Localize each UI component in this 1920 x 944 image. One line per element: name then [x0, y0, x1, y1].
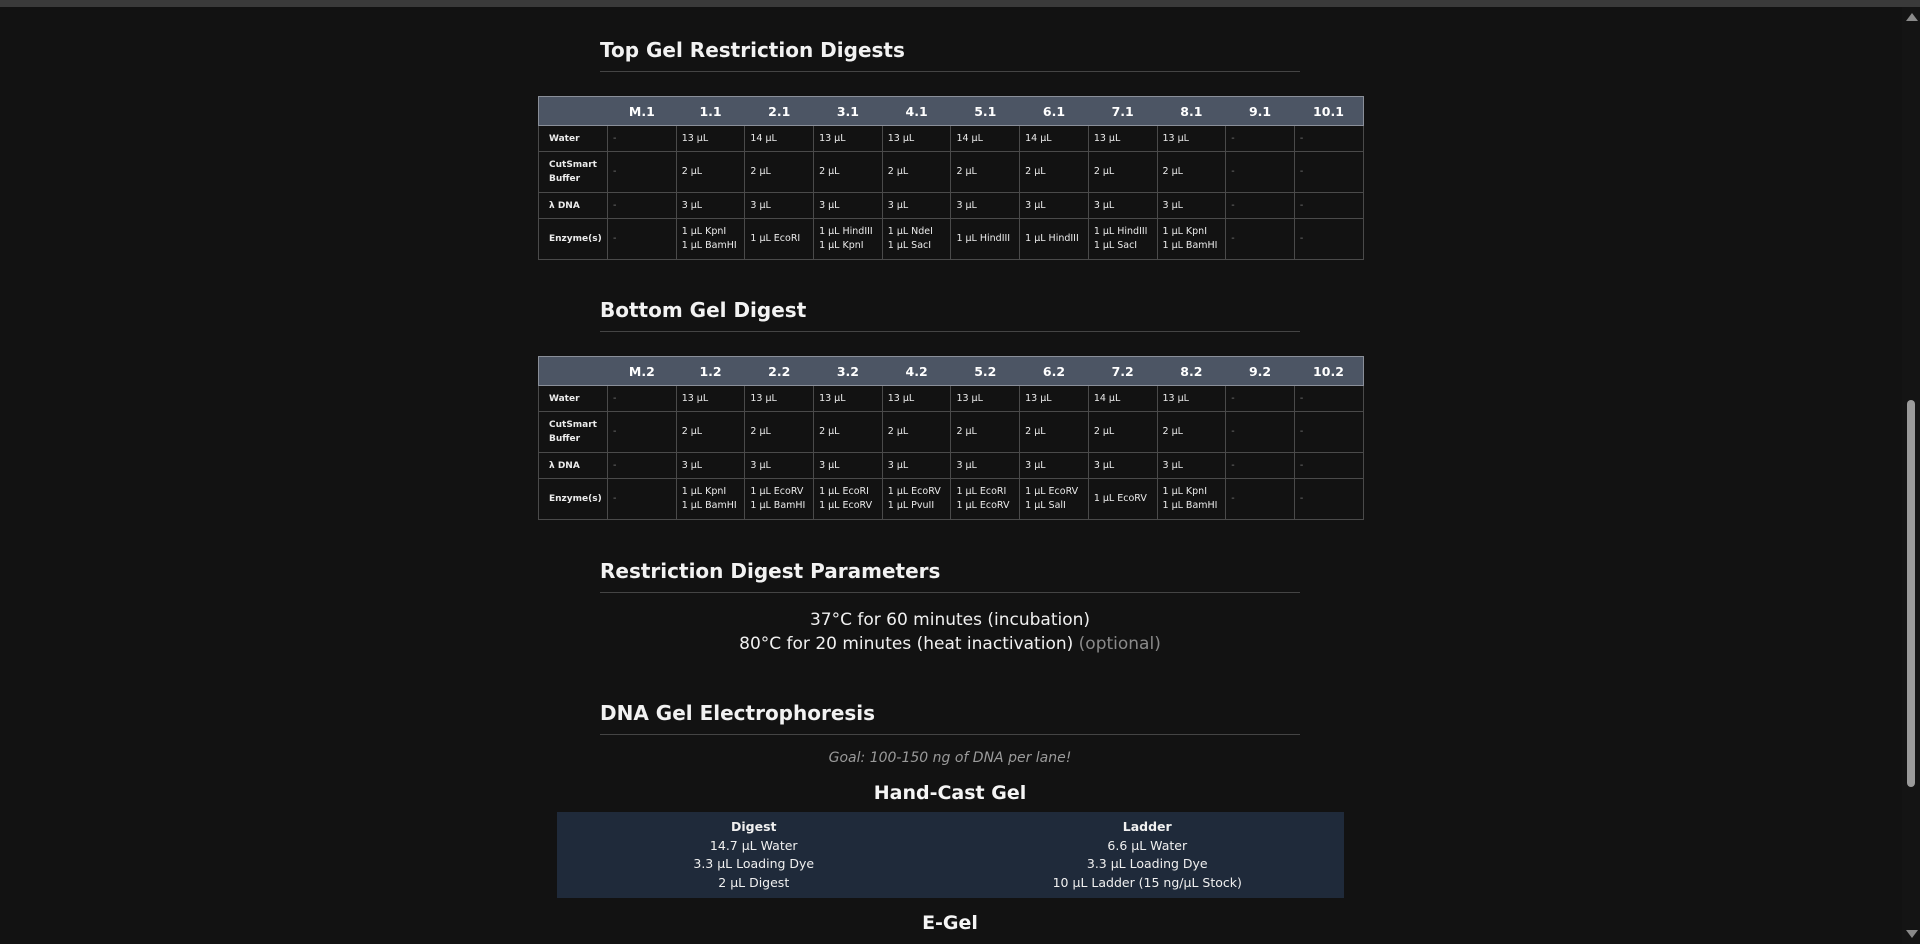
cell-line: 1 µL NdeI	[887, 226, 933, 237]
table-cell: 2 µL	[1157, 412, 1226, 453]
table-cell	[1294, 479, 1363, 520]
table-cell	[745, 479, 814, 520]
table-row	[539, 386, 1364, 412]
parameters-text	[600, 608, 1300, 656]
table-cell: 13 µL	[814, 126, 883, 152]
table-header-row	[539, 97, 1364, 126]
column-header: 3.2	[814, 357, 883, 386]
table-cell: 3 µL	[814, 193, 883, 219]
table-cell: -	[1226, 126, 1295, 152]
cell-line: -	[1299, 493, 1304, 504]
table-cell: 13 µL	[1088, 126, 1157, 152]
table-cell: 13 µL	[745, 386, 814, 412]
table-cell: 2 µL	[882, 152, 951, 193]
column-header: M.2	[608, 357, 677, 386]
table-row	[539, 152, 1364, 193]
table-cell: 3 µL	[676, 193, 745, 219]
cell-line: 1 µL KpnI	[1162, 486, 1208, 497]
table-cell: 3 µL	[745, 193, 814, 219]
cell-line: 1 µL SacI	[1093, 240, 1138, 251]
inactivation-text: 80°C for 20 minutes (heat inactivation)	[739, 634, 1074, 654]
table-cell: -	[608, 412, 677, 453]
row-label: Water	[539, 386, 608, 412]
digest-line: 14.7 µL Water	[709, 837, 798, 853]
table-row	[539, 412, 1364, 453]
table-cell: -	[1294, 126, 1363, 152]
table-row	[539, 126, 1364, 152]
table-cell: 2 µL	[745, 152, 814, 193]
table-cell	[608, 479, 677, 520]
cell-line: 1 µL BamHI	[681, 500, 737, 511]
table-cell	[814, 219, 883, 260]
column-header: 10.1	[1294, 97, 1363, 126]
table-cell	[608, 219, 677, 260]
column-header: 9.1	[1226, 97, 1295, 126]
cell-line: -	[613, 233, 617, 244]
table-cell: -	[1226, 453, 1295, 479]
table-cell: 3 µL	[882, 193, 951, 219]
column-header: 5.2	[951, 357, 1020, 386]
table-cell: -	[1226, 386, 1295, 412]
digest-line: 3.3 µL Loading Dye	[693, 856, 815, 871]
row-label: CutSmart Buffer	[539, 412, 608, 453]
table-cell: 3 µL	[1020, 193, 1089, 219]
optional-note: (optional)	[1078, 634, 1161, 654]
top-gel-heading: Top Gel Restriction Digests	[600, 38, 1300, 72]
cell-line: 1 µL EcoRV	[956, 500, 1010, 511]
cell-line: 1 µL BamHI	[681, 240, 737, 251]
inactivation-line	[600, 632, 1300, 656]
column-header: 4.2	[882, 357, 951, 386]
table-cell: 3 µL	[1088, 193, 1157, 219]
table-cell: -	[1294, 152, 1363, 193]
table-cell	[676, 479, 745, 520]
table-row	[539, 453, 1364, 479]
parameters-heading: Restriction Digest Parameters	[600, 559, 1300, 593]
table-cell	[1294, 219, 1363, 260]
cell-line: -	[1299, 233, 1304, 244]
table-cell: 2 µL	[676, 412, 745, 453]
table-cell: 2 µL	[1157, 152, 1226, 193]
table-cell: 2 µL	[1088, 412, 1157, 453]
cell-line: 1 µL BamHI	[1162, 240, 1218, 251]
table-cell: 2 µL	[814, 152, 883, 193]
table-cell: -	[608, 453, 677, 479]
table-cell	[1157, 219, 1226, 260]
cell-line: 1 µL EcoRI	[956, 486, 1007, 497]
table-cell	[1020, 219, 1089, 260]
table-cell: 13 µL	[1157, 386, 1226, 412]
cell-line: 1 µL HindIII	[819, 226, 873, 237]
table-cell: -	[1294, 453, 1363, 479]
column-header: 1.1	[676, 97, 745, 126]
cell-line: -	[613, 493, 617, 504]
cell-line: 1 µL EcoRV	[819, 500, 873, 511]
column-header: 9.2	[1226, 357, 1295, 386]
cell-line: 1 µL BamHI	[1162, 500, 1218, 511]
cell-line: 1 µL HindIII	[956, 233, 1011, 244]
table-cell: 3 µL	[1088, 453, 1157, 479]
table-cell: 3 µL	[1157, 193, 1226, 219]
row-label: λ DNA	[539, 193, 608, 219]
table-cell: 13 µL	[882, 386, 951, 412]
column-header: M.1	[608, 97, 677, 126]
digest-line: 2 µL Digest	[718, 874, 790, 890]
table-cell: -	[608, 152, 677, 193]
bottom-gel-table	[538, 356, 1364, 520]
ladder-line: 3.3 µL Loading Dye	[1086, 856, 1208, 871]
table-cell	[1226, 479, 1295, 520]
table-cell	[676, 219, 745, 260]
bottom-gel-heading: Bottom Gel Digest	[600, 298, 1300, 332]
cell-line: 1 µL SacI	[887, 240, 932, 251]
table-cell: -	[1226, 152, 1295, 193]
cell-line: 1 µL EcoRV	[1093, 493, 1147, 504]
table-cell: 3 µL	[951, 453, 1020, 479]
column-header: 3.1	[814, 97, 883, 126]
vertical-scrollbar[interactable]	[1902, 7, 1920, 944]
column-header: 10.2	[1294, 357, 1363, 386]
hand-cast-gel-box	[557, 812, 1344, 898]
table-cell: -	[1294, 193, 1363, 219]
table-cell: 2 µL	[951, 412, 1020, 453]
scroll-down-arrow-icon[interactable]	[1906, 930, 1918, 938]
column-header: 1.2	[676, 357, 745, 386]
row-label: CutSmart Buffer	[539, 152, 608, 193]
row-label: Enzyme(s)	[539, 479, 608, 520]
column-header: 8.1	[1157, 97, 1226, 126]
table-row	[539, 479, 1364, 520]
scrollbar-thumb[interactable]	[1907, 400, 1915, 787]
table-cell	[951, 219, 1020, 260]
table-row	[539, 193, 1364, 219]
table-cell: 2 µL	[1020, 412, 1089, 453]
table-cell: 14 µL	[1088, 386, 1157, 412]
table-cell: 2 µL	[745, 412, 814, 453]
row-label: λ DNA	[539, 453, 608, 479]
table-cell: 3 µL	[745, 453, 814, 479]
e-gel-title: E-Gel	[922, 912, 978, 934]
table-cell	[882, 219, 951, 260]
ladder-column	[951, 812, 1345, 898]
table-cell: 2 µL	[676, 152, 745, 193]
cell-line: 1 µL HindIII	[1025, 233, 1079, 244]
table-cell: 3 µL	[882, 453, 951, 479]
electrophoresis-heading: DNA Gel Electrophoresis	[600, 701, 1300, 735]
table-cell: 3 µL	[1020, 453, 1089, 479]
cell-line: 1 µL EcoRV	[1025, 486, 1079, 497]
table-cell: 13 µL	[951, 386, 1020, 412]
goal-note: Goal: 100-150 ng of DNA per lane!	[828, 750, 1072, 766]
cell-line: 1 µL HindIII	[1093, 226, 1148, 237]
table-cell: 14 µL	[745, 126, 814, 152]
table-cell	[1157, 479, 1226, 520]
table-cell	[745, 219, 814, 260]
cell-line: 1 µL KpnI	[1162, 226, 1208, 237]
cell-line: 1 µL KpnI	[681, 226, 727, 237]
cell-line: 1 µL EcoRI	[750, 233, 801, 244]
table-cell: -	[1226, 412, 1295, 453]
ladder-line: 6.6 µL Water	[1107, 837, 1188, 853]
column-header: 4.1	[882, 97, 951, 126]
table-cell: 14 µL	[1020, 126, 1089, 152]
cell-line: 1 µL EcoRV	[750, 486, 804, 497]
table-cell: 13 µL	[676, 386, 745, 412]
cell-line: 1 µL BamHI	[750, 500, 806, 511]
table-cell	[1088, 219, 1157, 260]
table-cell: 14 µL	[951, 126, 1020, 152]
cell-line: 1 µL KpnI	[681, 486, 727, 497]
top-gel-table	[538, 96, 1364, 260]
column-header	[539, 97, 608, 126]
table-cell	[1088, 479, 1157, 520]
column-header: 7.1	[1088, 97, 1157, 126]
table-cell: -	[1226, 193, 1295, 219]
cell-line: 1 µL SalI	[1025, 500, 1066, 511]
table-cell: 2 µL	[1020, 152, 1089, 193]
table-cell: -	[608, 386, 677, 412]
row-label: Water	[539, 126, 608, 152]
incubation-line: 37°C for 60 minutes (incubation)	[809, 610, 1091, 630]
column-header: 6.2	[1020, 357, 1089, 386]
column-header: 8.2	[1157, 357, 1226, 386]
hand-cast-gel-title: Hand-Cast Gel	[873, 782, 1027, 804]
table-cell: 13 µL	[676, 126, 745, 152]
table-row	[539, 219, 1364, 260]
column-header: 5.1	[951, 97, 1020, 126]
ladder-column-header: Ladder	[1122, 819, 1172, 834]
table-cell	[1020, 479, 1089, 520]
table-cell: 13 µL	[1020, 386, 1089, 412]
column-header: 2.2	[745, 357, 814, 386]
table-cell: 3 µL	[814, 453, 883, 479]
cell-line: 1 µL EcoRV	[887, 486, 941, 497]
row-label: Enzyme(s)	[539, 219, 608, 260]
ladder-line: 10 µL Ladder (15 ng/µL Stock)	[1052, 874, 1242, 890]
column-header: 2.1	[745, 97, 814, 126]
table-cell: 2 µL	[951, 152, 1020, 193]
scroll-up-arrow-icon[interactable]	[1906, 13, 1918, 21]
table-cell	[814, 479, 883, 520]
table-cell: 3 µL	[676, 453, 745, 479]
column-header: 6.1	[1020, 97, 1089, 126]
table-cell: -	[608, 126, 677, 152]
cell-line: 1 µL EcoRI	[819, 486, 869, 497]
cell-line: -	[1231, 493, 1235, 504]
table-cell: 2 µL	[814, 412, 883, 453]
table-cell	[1226, 219, 1295, 260]
digest-column	[557, 812, 951, 898]
table-cell: 13 µL	[882, 126, 951, 152]
table-cell: 13 µL	[814, 386, 883, 412]
table-cell	[951, 479, 1020, 520]
table-cell: -	[1294, 412, 1363, 453]
table-cell: -	[1294, 386, 1363, 412]
column-header	[539, 357, 608, 386]
cell-line: -	[1231, 233, 1235, 244]
table-header-row	[539, 357, 1364, 386]
column-header: 7.2	[1088, 357, 1157, 386]
table-cell: 2 µL	[882, 412, 951, 453]
cell-line: 1 µL PvuII	[887, 500, 935, 511]
table-cell: 3 µL	[1157, 453, 1226, 479]
digest-column-header: Digest	[730, 819, 777, 834]
table-cell	[882, 479, 951, 520]
table-cell: -	[608, 193, 677, 219]
cell-line: 1 µL KpnI	[819, 240, 864, 251]
table-cell: 3 µL	[951, 193, 1020, 219]
table-cell: 2 µL	[1088, 152, 1157, 193]
table-cell: 13 µL	[1157, 126, 1226, 152]
